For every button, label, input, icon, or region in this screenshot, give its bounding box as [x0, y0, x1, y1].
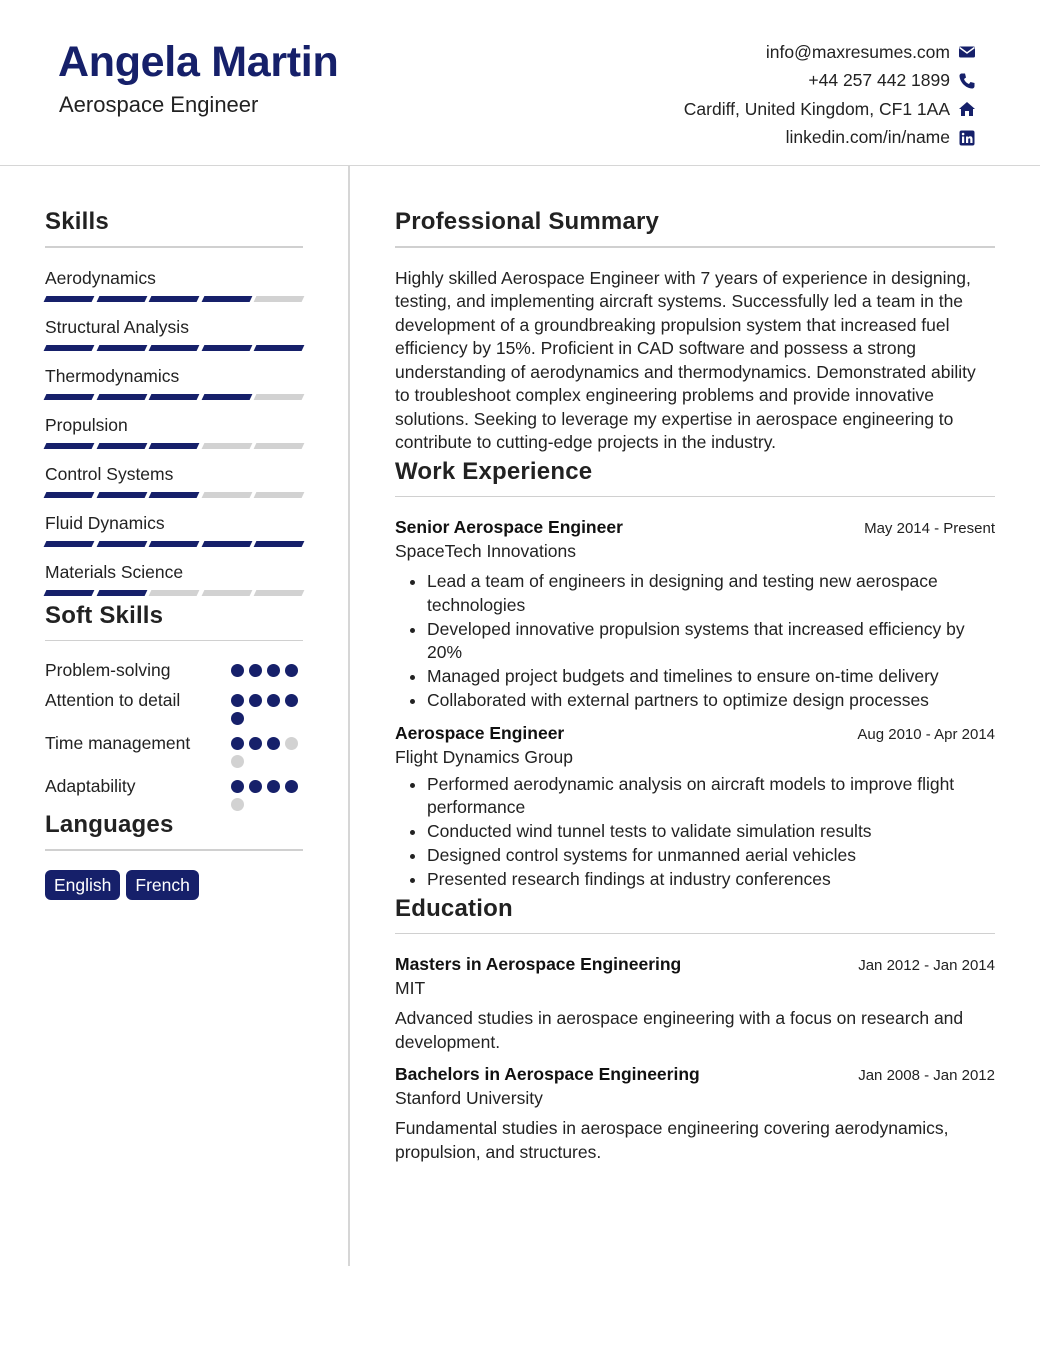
skill-level-segment [149, 345, 199, 351]
skills-list [45, 267, 303, 596]
contact-phone[interactable] [684, 67, 976, 96]
skill-level-segment [201, 541, 251, 547]
education-header [395, 1064, 995, 1085]
skill-level-segment [201, 590, 251, 596]
rating-dot [285, 664, 298, 677]
phone-icon [958, 72, 976, 90]
candidate-title: Aerospace Engineer [59, 92, 259, 117]
job-bullet: • Developed innovative propulsion systems that increased efficiency by 20% [427, 618, 995, 665]
skill-level-segment [201, 394, 251, 400]
soft-skill-name: Attention to detail [45, 690, 181, 710]
rating-dot [231, 737, 244, 750]
skill-level-segment [254, 443, 304, 449]
skill-level-bar [45, 443, 303, 449]
rating-dot [249, 780, 262, 793]
education-school: MIT [395, 978, 426, 998]
summary-text: Highly skilled Aerospace Engineer with 7 years of experience in designing, testing, and implementing aircraft systems. Successfully led a team in the development of a groundbreaking propulsion system that increased fuel efficiency by 15%. Proficient in CAD software and possess a strong understanding of aerodynamics and thermodynamics. Demonstrated ability to troubleshoot complex engineering problems and provide innovative solutions. Seeking to leverage my expertise in aerospace engineering to contribute to cutting-edge projects in the industry. [395, 267, 976, 452]
skill-level-segment [254, 541, 304, 547]
skill-level-segment [44, 541, 94, 547]
linkedin-icon [958, 129, 976, 147]
contact-address-text: Cardiff, United Kingdom, CF1 1AA [683, 98, 950, 119]
skill-name: Aerodynamics [45, 267, 156, 288]
rating-dot [267, 737, 280, 750]
education-entry [395, 954, 995, 1054]
education-description: Fundamental studies in aerospace engineering covering aerodynamics, propulsion, and structures. [395, 1118, 949, 1162]
soft-skill-rating [231, 689, 303, 725]
education-header [395, 954, 995, 975]
rating-dot [285, 737, 298, 750]
rating-dot [249, 694, 262, 707]
skill-item [45, 414, 303, 449]
job-bullet: • Performed aerodynamic analysis on aircraft models to improve flight performance [427, 773, 995, 820]
skill-level-segment [149, 296, 199, 302]
rating-dot [285, 694, 298, 707]
skill-level-segment [254, 296, 304, 302]
language-badge: English [45, 870, 120, 900]
skill-name: Structural Analysis [45, 316, 189, 337]
candidate-name: Angela Martin [58, 38, 339, 86]
education-date: Jan 2012 - Jan 2014 [858, 957, 995, 974]
rating-dot [285, 780, 298, 793]
column-divider [348, 166, 350, 1266]
section-rule [395, 496, 995, 498]
right-column [395, 208, 995, 1164]
skill-level-bar [45, 394, 303, 400]
job-company: Flight Dynamics Group [395, 746, 573, 767]
rating-dot [231, 712, 244, 725]
skill-level-segment [96, 296, 146, 302]
job-header [395, 723, 995, 744]
skills-heading: Skills [45, 208, 109, 235]
education-school: Stanford University [395, 1088, 543, 1108]
soft-skill-item [45, 732, 303, 768]
rating-dot [231, 694, 244, 707]
skill-level-segment [149, 590, 199, 596]
languages-list [45, 870, 303, 900]
rating-dot [231, 664, 244, 677]
skill-level-segment [96, 541, 146, 547]
skill-item [45, 365, 303, 400]
skill-level-segment [44, 590, 94, 596]
soft-skill-rating [231, 659, 303, 677]
skill-level-segment [254, 492, 304, 498]
skill-level-segment [44, 394, 94, 400]
contact-email-text: info@maxresumes.com [765, 41, 950, 62]
soft-skill-name: Adaptability [45, 776, 136, 796]
skill-level-segment [96, 345, 146, 351]
skill-item [45, 267, 303, 302]
skill-name: Control Systems [45, 463, 174, 484]
skill-item [45, 463, 303, 498]
section-rule [45, 640, 303, 642]
rating-dot [249, 664, 262, 677]
skill-level-segment [201, 443, 251, 449]
skill-level-segment [96, 443, 146, 449]
rating-dot [249, 737, 262, 750]
soft-skill-rating [231, 732, 303, 768]
job-entry [395, 517, 995, 713]
rating-dot [267, 780, 280, 793]
education-date: Jan 2008 - Jan 2012 [858, 1067, 995, 1084]
job-bullets [395, 570, 995, 713]
resume-header [0, 0, 1040, 166]
skill-level-segment [44, 492, 94, 498]
section-rule [395, 246, 995, 248]
skill-name: Propulsion [45, 414, 128, 435]
skill-level-bar [45, 345, 303, 351]
soft-skill-rating [231, 775, 303, 811]
soft-skill-item [45, 659, 303, 682]
skill-level-segment [149, 394, 199, 400]
section-rule [45, 849, 303, 851]
skill-level-segment [201, 492, 251, 498]
soft-skill-name: Problem-solving [45, 660, 171, 680]
contact-phone-text: +44 257 442 1899 [808, 70, 950, 91]
job-bullet: • Presented research findings at industry conferences [427, 868, 995, 892]
envelope-icon [958, 43, 976, 61]
section-rule [45, 246, 303, 248]
left-column [45, 208, 303, 900]
experience-list [395, 517, 995, 892]
skill-name: Fluid Dynamics [45, 512, 165, 533]
job-header [395, 517, 995, 538]
soft-skills-heading: Soft Skills [45, 601, 164, 629]
rating-dot [231, 780, 244, 793]
job-bullet: • Lead a team of engineers in designing and testing new aerospace technologies [427, 570, 995, 617]
skill-item [45, 316, 303, 351]
job-date: Aug 2010 - Apr 2014 [857, 725, 995, 743]
contact-email[interactable] [684, 38, 976, 67]
skill-level-segment [149, 443, 199, 449]
skill-name: Materials Science [45, 561, 184, 582]
skill-level-segment [201, 345, 251, 351]
education-entry [395, 1064, 995, 1164]
soft-skill-item [45, 689, 303, 725]
education-heading: Education [395, 894, 513, 922]
section-rule [395, 933, 995, 935]
skill-level-segment [96, 492, 146, 498]
skill-level-segment [254, 394, 304, 400]
job-bullet: • Managed project budgets and timelines to ensure on-time delivery [427, 665, 995, 689]
skill-level-segment [96, 590, 146, 596]
languages-heading: Languages [45, 811, 174, 838]
soft-skills-list [45, 659, 303, 811]
skill-level-bar [45, 541, 303, 547]
language-badge: French [126, 870, 198, 900]
education-list [395, 954, 995, 1164]
education-degree: Masters in Aerospace Engineering [395, 954, 682, 974]
skill-level-segment [254, 590, 304, 596]
skill-level-bar [45, 590, 303, 596]
job-date: May 2014 - Present [864, 520, 995, 537]
skill-level-segment [149, 541, 199, 547]
skill-level-segment [201, 296, 251, 302]
job-company: SpaceTech Innovations [395, 541, 576, 561]
skill-name: Thermodynamics [45, 365, 180, 386]
education-description: Advanced studies in aerospace engineering with a focus on research and development. [395, 1008, 964, 1052]
job-bullet: • Conducted wind tunnel tests to validate simulation results [427, 820, 995, 844]
job-bullets [395, 773, 995, 892]
skill-level-segment [254, 345, 304, 351]
job-bullet: • Designed control systems for unmanned aerial vehicles [427, 844, 995, 868]
job-entry [395, 723, 995, 892]
skill-level-segment [44, 296, 94, 302]
contact-address [684, 95, 976, 124]
job-bullet: • Collaborated with external partners to optimize design processes [427, 689, 995, 713]
contact-list [684, 38, 976, 152]
home-icon [958, 100, 976, 118]
contact-linkedin[interactable] [684, 124, 976, 153]
job-title: Aerospace Engineer [395, 722, 565, 743]
rating-dot [267, 694, 280, 707]
soft-skill-item [45, 775, 303, 811]
skill-level-segment [44, 443, 94, 449]
skill-item [45, 561, 303, 596]
rating-dot [231, 798, 244, 811]
skill-level-segment [149, 492, 199, 498]
skill-level-bar [45, 296, 303, 302]
skill-level-segment [96, 394, 146, 400]
job-title: Senior Aerospace Engineer [395, 517, 623, 537]
rating-dot [267, 664, 280, 677]
contact-linkedin-text: linkedin.com/in/name [785, 127, 950, 148]
summary-heading: Professional Summary [395, 208, 660, 235]
skill-level-segment [44, 345, 94, 351]
education-degree: Bachelors in Aerospace Engineering [395, 1064, 700, 1084]
skill-level-bar [45, 492, 303, 498]
skill-item [45, 512, 303, 547]
soft-skill-name: Time management [45, 733, 191, 753]
rating-dot [231, 755, 244, 768]
experience-heading: Work Experience [395, 457, 593, 485]
